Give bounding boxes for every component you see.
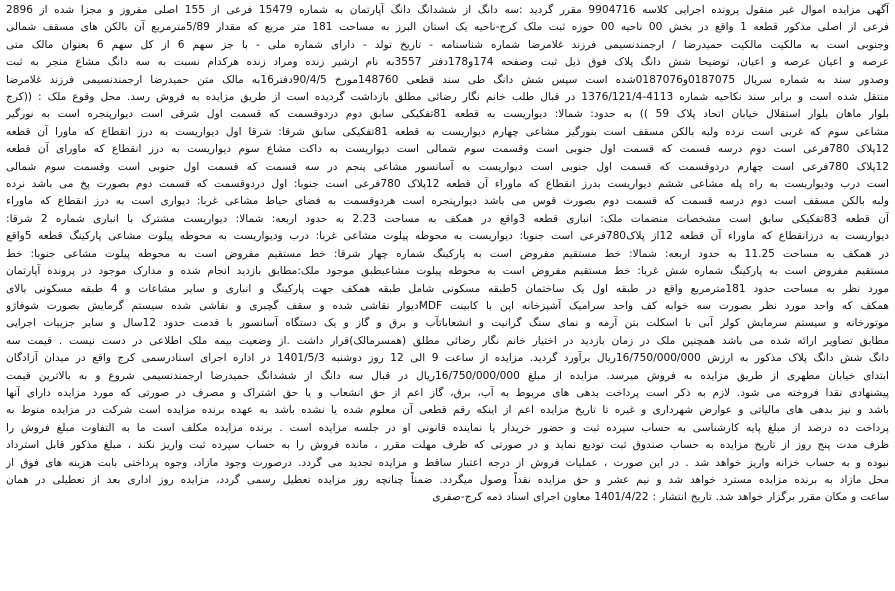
notice-line-15: در همکف به مساحت 11.25 به حدود اربعه: شمالا: خط مستقیم مفروض است به پارکینگ شماره چهار شرقا: خط مستقیم مفروض است به محوطه پیلوت مشاعی جنوبا: خط: [6, 247, 889, 260]
notice-line-1: آگهی مزایده اموال غیر منقول پرونده اجرایی کلاسه 9904716 مقرر گردید :سه دانگ از ششدانگ دانگ آپارتمان به شماره 15479 فرعی از 155 اصلی مفروز و مجزا شده از 2896: [6, 4, 889, 16]
notice-line-20: مطابق تصاویر ارائه شده می باشد همچنین ملک در زمان بازدید در اختیار خانم نگار رضائی مطلق (همسرمالک)قرار داشت .از وضعیت بیمه ملک اطلاعی در دست نیست . قیمت سه: [6, 334, 889, 347]
notice-line-3: وجنوبی است به مالکیت مالکیت حمیدرضا / ارجمندنسیمی فرزند غلامرضا شماره شناسنامه - تاریخ تولد - دارای شماره ملی - با جز سهم 6 از کل سهم 6 بعنوان مالک متی: [6, 38, 889, 51]
notice-line-9: 12پلاک 780فرعی است دوم درسه قسمت که قسمت اول جنوبی است وقسمت سوم شمالی است دیواریست به داکت مشاع سوم دیواریست به درز انقطاع که ماورای آن قطعه: [6, 143, 889, 156]
notice-line-6: منتقل شده است و برابر سند نکاحیه شماره 4113-1376/121/4 در قبال طلب خانم نگار رضائی مطلق بازداشت گردیده است از طریق مزایده به فروش رسد. محل وقوع ملک : ((کرج: [6, 91, 889, 104]
notice-line-22: ابتدای خیابان مطهری از طریق مزایده به فروش میرسد. مزایده از مبلغ 16/750/000/000ریال در قبال سه دانگ از ششدانگ حمیدرضا ارجمندنسیمی شروع و به بالاترین قیمت: [6, 369, 889, 382]
notice-line-29: ساعت و مکان مقرر برگزار خواهد شد. تاریخ انتشار : 1401/4/22 معاون اجرای اسناد ذمه کرج-صفری: [432, 491, 889, 504]
notice-line-17: مورد نظر به مساحت حدود 181مترمربع واقع در طبقه اول یک ساختمان 5طبقه مسکونی شامل طبقه همکف جهت پارکینگ و انباری و سایر مشاعات و 4 طبقه مسکونی بالای: [6, 282, 889, 295]
notice-line-28: محل مازاد به برنده مزایده مسترد خواهد شد و نیم عشر و حق مزایده نقداً وصول میگردد. ضمناً چنانچه روز مزایده تعطیل رسمی گردد، مزایده روز اداری بعد از تعطیلی در همان: [6, 473, 889, 486]
notice-line-19: موتورخانه و سیستم سرمایش کولر آبی با اسکلت بتن آرمه و نمای سنگ گرانیت و انشعاباتآب و برق و گاز و یک دستگاه آسانسور با قدمت حدود 12سال و سایر جزییات اجرایی: [6, 317, 889, 330]
notice-line-7: بلوار ماهان بلوار استقلال خیابان اتحاد پلاک 59 )) به حدود: شمالا: دیواریست به قطعه 81تفکیکی سابق دوم دردوقسمت که قسمت اول شرقی است دیوارپنجره است به نورگیر: [6, 108, 889, 121]
notice-line-11: است درب ودیواریست به راه پله مشاعی ششم دیواریست بدرز انقطاع که ماوراء آن قطعه 12پلاک 780فرعی است جنوبا: اول دردوقسمت که قسمت دوم بصورت پخ می باشد نرده: [6, 178, 889, 191]
notice-line-18: همکف که واحد مورد نظر بصورت سه خوابه کف واحد سرامیک آشپزخانه اپن با کابینت MDFدیوار نقاشی شده و سقف گچبری و نقاشی شده سیستم گرمایش بصورت شوفاژو: [6, 299, 889, 312]
notice-line-5: وصدور سند به شماره سریال 0187075و0187076شده است سپس شش دانگ طی سند قطعی 148760مورخ 90/4/5دفتر16به مالک متن حمیدرضا ارجمندنسیمی فرزند غلامرضا: [6, 73, 889, 86]
notice-line-4: عرصه و اعیان عرصه و اعیان، توضیحا شش دانگ پلاک فوق ذیل ثبت وصفحه 174و178دفتر 3557به نام ارشیر زنده ومراد زنده هرکدام نسبت به سه دانگ مشاع منجر به ثبت: [6, 56, 889, 69]
notice-line-8: مشاعی سوم که غربی است نرده ولبه بالکن مسقف است بنورگیر مشاعی چهارم دیواریست به قطعه 81تفکیکی سابق شرقا: شرقا اول دیواریست به درز انقطاع که ماورا آن قطعه: [6, 125, 889, 138]
notice-line-27: نبوده و به حساب خزانه واریز خواهد شد . در این صورت ، عملیات فروش از درجه اعتبار ساقط و مزایده تجدید می گردد. درصورت وجود مازاد، وجوه پرداختی بابت هزینه های فوق از: [6, 456, 889, 469]
notice-line-2: فرعی از اصلی مذکور قطعه 1 واقع در بخش 00 ناحیه 00 حوزه ثبت ملک کرج-ناحیه یک استان البرز به مساحت 181 متر مربع که مقدار 5/89مترمربع آن بالکن های مسقف شمالی: [6, 21, 889, 34]
notice-line-12: ولبه بالکن مسقف است دوم درسه قسمت که قسمت دوم بصورت قوس می باشد دیوارپنجره است هردوقسمت به فضای حیاط مشاعی غربا: دیواری است به درز انقطاع که ماوراء: [6, 195, 889, 208]
notice-line-23: پیشنهادی نقدا فروخته می شود. لازم به ذکر است پرداخت بدهی های مربوط به آب، برق، گاز اعم از حق انشعاب و یا حق اشتراک و مصرف در صورتی که مورد مزایده دارای آنها: [6, 386, 889, 399]
notice-line-25: پرداخت ده درصد از مبلغ پایه کارشناسی به حساب سپرده ثبت و حضور خریدار یا نماینده قانونی او در جلسه مزایده است . برنده مزایده مکلف است ما به التفاوت مبلغ فروش را: [6, 421, 889, 434]
notice-line-24: باشد و نیز بدهی های مالیاتی و عوارض شهرداری و غیره تا تاریخ مزایده اعم از اینکه رقم قطعی آن معلوم شده یا نشده باشد به عهده برنده مزایده است شرکت در مزایده منوط به: [6, 404, 889, 417]
notice-line-16: مستقیم مفروض است به پارکینگ شماره شش غربا: خط مستقیم مفروض است به محوطه پیلوت مشاعیطبق موجود ملک:مطابق بازدید انجام شده و مدارک موجود در پرونده آپارتمان: [6, 265, 889, 278]
notice-line-13: آن قطعه 83تفکیکی سابق است مشخصات منضمات ملک: انباری قطعه 3واقع در همکف به مساحت 2.23 به حدود اربعه: شمالا: دیواریست مشترک با انباری شماره 2 شرقا:: [6, 212, 889, 225]
notice-line-14: دیواریست به درزانقطاع که ماوراء آن قطعه 12از پلاک780فرعی است جنوبا: دیواریست به محوطه پیلوت مشاعی غربا: درب ودیواریست به محوطه پیلوت مشاعی پارکینگ قطعه 5واقع: [6, 230, 889, 243]
notice-line-26: ظرف مدت پنج روز از تاریخ مزایده به حساب صندوق ثبت تودیع نماید و در صورتی که ظرف مهلت مقرر ، مانده فروش را به حساب سپرده ثبت واریز نکند ، مبلغ مذکور قابل استرداد: [6, 439, 889, 452]
notice-line-10: 12پلاک 780فرعی است چهارم دردوقسمت که قسمت اول جنوبی است دیواریست به آسانسور مشاعی پنجم در سه قسمت که قسمت اول جنوبی است وقسمت سوم شمالی: [6, 160, 889, 173]
notice-line-21: دانگ شش دانگ پلاک مذکور به ارزش 16/750/000/000ریال برآورد گردید. مزایده از ساعت 9 الی 12 روز دوشنبه 1401/5/3 در اداره اجرای اسنادرسمی کرج واقع در میدان آزادگان: [6, 352, 889, 365]
auction-notice-body: [6, 2, 889, 507]
